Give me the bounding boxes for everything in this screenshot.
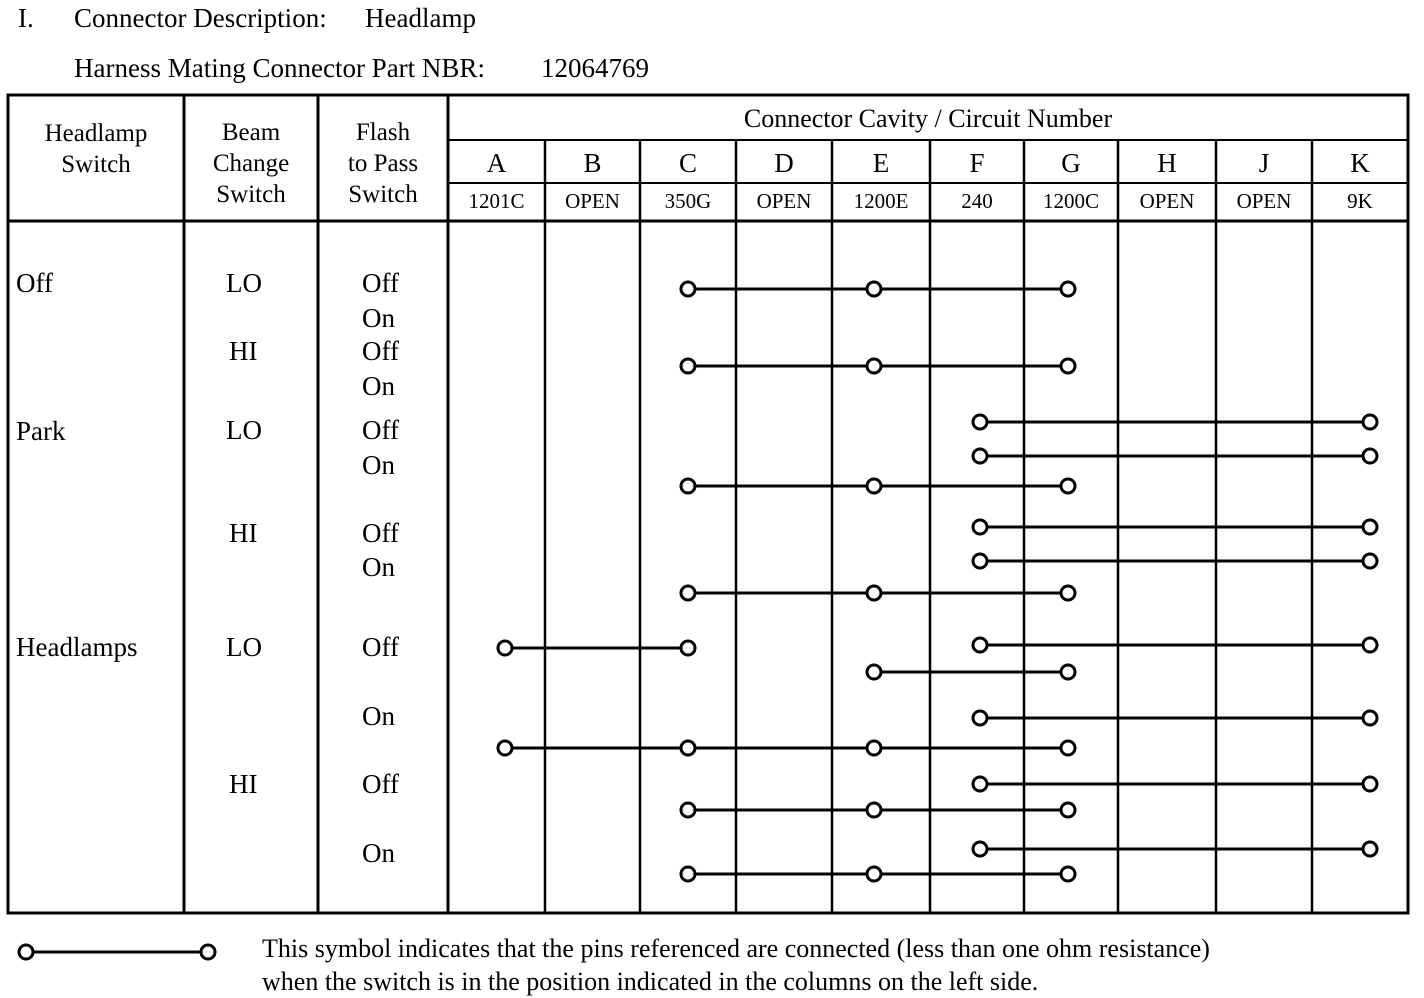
- pin-f-node: [973, 554, 987, 568]
- pin-f-node: [973, 415, 987, 429]
- cavity-letter-d: D: [774, 148, 794, 178]
- cavity-circuit-a: 1201C: [468, 189, 525, 213]
- header-beam-change-switch: Beam Change Switch: [212, 119, 290, 208]
- connection-c-e-g: [681, 586, 1075, 600]
- connector-description-value: Headlamp: [365, 3, 476, 33]
- headlamp-label-park: Park: [16, 416, 66, 446]
- cavity-letter-g: G: [1061, 148, 1081, 178]
- pin-g-node: [1061, 665, 1075, 679]
- pin-c-node: [681, 282, 695, 296]
- headlamp-label-headlamps: Headlamps: [16, 632, 138, 662]
- pin-k-node: [1363, 449, 1377, 463]
- pin-c-node: [681, 641, 695, 655]
- cavity-circuit-h: OPEN: [1139, 189, 1195, 213]
- pin-e-node: [867, 665, 881, 679]
- connection-f-k: [973, 638, 1377, 652]
- connection-e-g: [867, 665, 1075, 679]
- pin-k-node: [1363, 777, 1377, 791]
- cavity-circuit-g: 1200C: [1042, 189, 1099, 213]
- pin-k-node: [1363, 554, 1377, 568]
- pin-f-node: [973, 449, 987, 463]
- beam-label: LO: [226, 415, 262, 445]
- cavity-circuit-c: 350G: [664, 189, 712, 213]
- cavity-letter-j: J: [1258, 148, 1270, 178]
- beam-label: LO: [226, 632, 262, 662]
- pin-k-node: [1363, 520, 1377, 534]
- pin-e-node: [867, 359, 881, 373]
- pin-g-node: [1061, 867, 1075, 881]
- connection-f-k: [973, 415, 1377, 429]
- header-flash-to-pass-switch: Flash to Pass Switch: [347, 119, 419, 208]
- flash-label: On: [362, 450, 395, 480]
- pin-g-node: [1061, 803, 1075, 817]
- pin-g-node: [1061, 479, 1075, 493]
- cavity-circuit-f: 240: [961, 189, 993, 213]
- flash-label: Off: [362, 415, 399, 445]
- part-number-label: Harness Mating Connector Part NBR:: [74, 53, 485, 83]
- connection-f-k: [973, 554, 1377, 568]
- beam-label: LO: [226, 268, 262, 298]
- cavity-letter-k: K: [1350, 148, 1370, 178]
- cavity-letter-b: B: [583, 148, 602, 178]
- pin-g-node: [1061, 359, 1075, 373]
- pin-e-node: [867, 867, 881, 881]
- pin-f-node: [973, 520, 987, 534]
- pin-c-node: [681, 867, 695, 881]
- pin-e-node: [867, 479, 881, 493]
- cavity-circuit-j: OPEN: [1236, 189, 1292, 213]
- flash-label: On: [362, 838, 395, 868]
- pin-a-node: [498, 641, 512, 655]
- header-cavity-title: Connector Cavity / Circuit Number: [743, 104, 1113, 133]
- pin-k-node: [1363, 638, 1377, 652]
- connection-c-e-g: [681, 359, 1075, 373]
- connection-a-c: [498, 641, 695, 655]
- connection-f-k: [973, 711, 1377, 725]
- flash-label: Off: [362, 336, 399, 366]
- pin-e-node: [867, 586, 881, 600]
- flash-label: Off: [362, 268, 399, 298]
- connection-f-k: [973, 520, 1377, 534]
- flash-label: On: [362, 552, 395, 582]
- connection-c-e-g: [681, 803, 1075, 817]
- connection-f-k: [973, 449, 1377, 463]
- pin-a-node: [498, 741, 512, 755]
- pin-c-node: [681, 803, 695, 817]
- cavity-circuit-k: 9K: [1347, 189, 1373, 213]
- pin-e-node: [867, 282, 881, 296]
- connection-c-e-g: [681, 282, 1075, 296]
- pin-c-node: [681, 586, 695, 600]
- pin-g-node: [1061, 586, 1075, 600]
- flash-label: On: [362, 371, 395, 401]
- legend-symbol: [19, 945, 215, 959]
- cavity-letter-c: C: [678, 148, 697, 178]
- legend-line-2: when the switch is in the position indicated in the columns on the left side.: [262, 967, 1039, 996]
- header-headlamp-switch: Headlamp Switch: [44, 120, 148, 178]
- pin-k-node: [1363, 415, 1377, 429]
- cavity-circuit-e: 1200E: [853, 189, 909, 213]
- pin-k-node: [1363, 842, 1377, 856]
- pin-f-node: [973, 777, 987, 791]
- part-number-value: 12064769: [541, 53, 649, 83]
- pin-e-node: [867, 803, 881, 817]
- beam-label: HI: [229, 336, 258, 366]
- headlamp-label-off: Off: [16, 268, 53, 298]
- pin-g-node: [1061, 282, 1075, 296]
- section-numeral: I.: [18, 3, 34, 33]
- connection-f-k: [973, 777, 1377, 791]
- connection-c-e-g: [681, 867, 1075, 881]
- legend-line-1: This symbol indicates that the pins referenced are connected (less than one ohm resistance): [262, 934, 1210, 963]
- pin-c-node: [681, 741, 695, 755]
- connection-c-e-g: [681, 479, 1075, 493]
- pin-c-node: [681, 359, 695, 373]
- flash-label: Off: [362, 518, 399, 548]
- pin-f-node: [973, 638, 987, 652]
- pin-f-node: [973, 711, 987, 725]
- cavity-letter-f: F: [969, 148, 985, 178]
- connection-a-c-e-g: [498, 741, 1075, 755]
- flash-label: Off: [362, 632, 399, 662]
- beam-label: HI: [229, 518, 258, 548]
- flash-label: On: [362, 303, 395, 333]
- connection-f-k: [973, 842, 1377, 856]
- beam-label: HI: [229, 769, 258, 799]
- cavity-letter-e: E: [872, 148, 890, 178]
- pin-g-node: [1061, 741, 1075, 755]
- connector-description-label: Connector Description:: [74, 3, 327, 33]
- flash-label: On: [362, 701, 395, 731]
- cavity-circuit-b: OPEN: [565, 189, 620, 213]
- pin-f-node: [973, 842, 987, 856]
- cavity-letter-a: A: [486, 148, 507, 178]
- pin-e-node: [867, 741, 881, 755]
- cavity-circuit-d: OPEN: [756, 189, 812, 213]
- table-border: [8, 95, 1408, 913]
- pin-k-node: [1363, 711, 1377, 725]
- pin-c-node: [681, 479, 695, 493]
- flash-label: Off: [362, 769, 399, 799]
- cavity-letter-h: H: [1157, 148, 1177, 178]
